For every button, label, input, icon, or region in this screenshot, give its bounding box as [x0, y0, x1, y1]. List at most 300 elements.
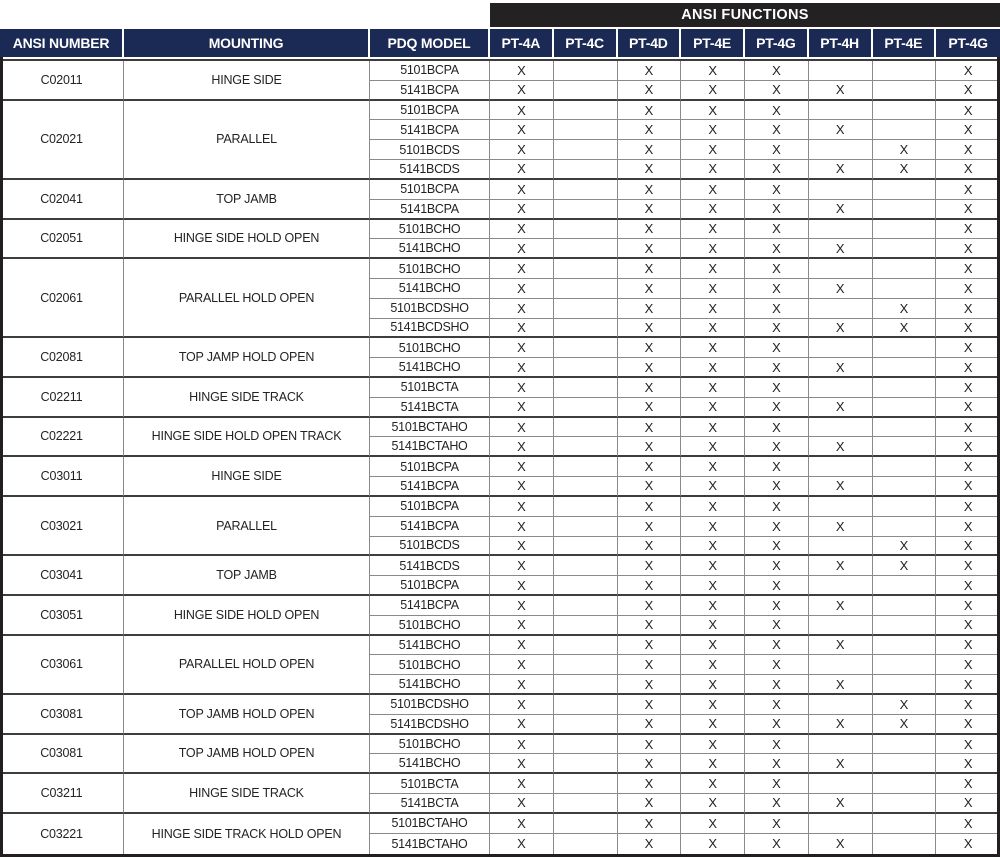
pdq-model-cell: 5141BCPA: [370, 596, 490, 616]
function-mark-cell: X: [936, 61, 1000, 81]
function-mark-cell: X: [936, 101, 1000, 121]
function-mark-cell: X: [681, 220, 745, 240]
function-mark-cell: X: [873, 160, 937, 180]
function-mark-cell: [873, 834, 937, 854]
function-mark-cell: X: [745, 517, 809, 537]
function-mark-cell: [873, 655, 937, 675]
column-header-function-6: PT-4E: [873, 29, 937, 57]
ansi-functions-banner: ANSI FUNCTIONS: [490, 3, 1000, 27]
function-mark-cell: X: [745, 754, 809, 774]
function-mark-cell: X: [745, 81, 809, 101]
ansi-number-cell: C02011: [0, 61, 124, 101]
function-mark-cell: X: [681, 358, 745, 378]
function-mark-cell: [554, 675, 618, 695]
mounting-cell: PARALLEL: [124, 497, 370, 556]
function-mark-cell: [554, 537, 618, 557]
function-mark-cell: X: [618, 834, 682, 854]
pdq-model-cell: 5141BCPA: [370, 200, 490, 220]
function-mark-cell: X: [745, 715, 809, 735]
function-mark-cell: X: [618, 140, 682, 160]
function-mark-cell: X: [490, 81, 554, 101]
function-mark-cell: X: [745, 537, 809, 557]
function-mark-cell: [554, 160, 618, 180]
pdq-model-cell: 5141BCHO: [370, 636, 490, 656]
pdq-model-cell: 5101BCDSHO: [370, 299, 490, 319]
function-mark-cell: [554, 279, 618, 299]
function-mark-cell: [873, 338, 937, 358]
function-mark-cell: X: [618, 735, 682, 755]
function-mark-cell: [809, 101, 873, 121]
function-mark-cell: X: [745, 239, 809, 259]
ansi-number-cell: C03041: [0, 556, 124, 596]
function-mark-cell: X: [618, 220, 682, 240]
function-mark-cell: X: [745, 794, 809, 814]
function-mark-cell: X: [936, 576, 1000, 596]
function-mark-cell: X: [745, 180, 809, 200]
function-mark-cell: X: [681, 537, 745, 557]
function-mark-cell: [873, 477, 937, 497]
function-mark-cell: X: [490, 299, 554, 319]
mounting-cell: TOP JAMB HOLD OPEN: [124, 735, 370, 775]
function-mark-cell: X: [681, 239, 745, 259]
function-mark-cell: X: [809, 556, 873, 576]
function-mark-cell: X: [745, 497, 809, 517]
mounting-cell: HINGE SIDE HOLD OPEN: [124, 220, 370, 260]
function-mark-cell: X: [745, 616, 809, 636]
function-mark-cell: [809, 259, 873, 279]
function-mark-cell: X: [681, 556, 745, 576]
function-mark-cell: X: [618, 338, 682, 358]
ansi-number-cell: C03061: [0, 636, 124, 695]
column-header-function-5: PT-4H: [809, 29, 873, 57]
function-mark-cell: X: [745, 338, 809, 358]
pdq-model-cell: 5101BCHO: [370, 735, 490, 755]
function-mark-cell: X: [936, 754, 1000, 774]
pdq-model-cell: 5141BCHO: [370, 239, 490, 259]
function-mark-cell: X: [618, 160, 682, 180]
function-mark-cell: X: [681, 735, 745, 755]
function-mark-cell: X: [618, 120, 682, 140]
function-mark-cell: [554, 437, 618, 457]
function-mark-cell: X: [745, 160, 809, 180]
function-mark-cell: X: [809, 279, 873, 299]
function-mark-cell: X: [681, 418, 745, 438]
function-mark-cell: X: [745, 279, 809, 299]
function-mark-cell: X: [745, 61, 809, 81]
function-mark-cell: X: [618, 378, 682, 398]
function-mark-cell: [554, 754, 618, 774]
function-mark-cell: X: [618, 794, 682, 814]
function-mark-cell: X: [618, 239, 682, 259]
function-mark-cell: X: [618, 299, 682, 319]
function-mark-cell: X: [745, 418, 809, 438]
function-mark-cell: X: [873, 319, 937, 339]
function-mark-cell: X: [618, 101, 682, 121]
function-mark-cell: [554, 477, 618, 497]
function-mark-cell: [809, 774, 873, 794]
function-mark-cell: X: [745, 200, 809, 220]
function-mark-cell: [554, 457, 618, 477]
function-mark-cell: X: [681, 774, 745, 794]
function-mark-cell: X: [681, 61, 745, 81]
function-mark-cell: [873, 358, 937, 378]
function-mark-cell: X: [681, 675, 745, 695]
function-mark-cell: [809, 695, 873, 715]
function-mark-cell: X: [490, 596, 554, 616]
function-mark-cell: X: [936, 418, 1000, 438]
pdq-model-cell: 5141BCHO: [370, 358, 490, 378]
function-mark-cell: X: [618, 418, 682, 438]
function-mark-cell: X: [936, 239, 1000, 259]
function-mark-cell: [873, 794, 937, 814]
function-mark-cell: X: [681, 81, 745, 101]
function-mark-cell: [873, 259, 937, 279]
ansi-number-cell: C02211: [0, 378, 124, 418]
mounting-cell: TOP JAMB: [124, 180, 370, 220]
function-mark-cell: X: [681, 140, 745, 160]
function-mark-cell: X: [745, 834, 809, 854]
mounting-cell: PARALLEL: [124, 101, 370, 180]
function-mark-cell: [554, 497, 618, 517]
function-mark-cell: X: [618, 358, 682, 378]
function-mark-cell: X: [936, 120, 1000, 140]
function-mark-cell: X: [745, 140, 809, 160]
pdq-model-cell: 5141BCDSHO: [370, 319, 490, 339]
function-mark-cell: X: [809, 120, 873, 140]
function-mark-cell: X: [745, 120, 809, 140]
function-mark-cell: X: [809, 319, 873, 339]
mounting-cell: PARALLEL HOLD OPEN: [124, 636, 370, 695]
function-mark-cell: [809, 537, 873, 557]
function-mark-cell: [554, 101, 618, 121]
function-mark-cell: [809, 497, 873, 517]
function-mark-cell: X: [490, 695, 554, 715]
ansi-number-cell: C03221: [0, 814, 124, 854]
function-mark-cell: X: [681, 437, 745, 457]
function-mark-cell: X: [809, 200, 873, 220]
function-mark-cell: X: [618, 279, 682, 299]
column-header-function-3: PT-4E: [681, 29, 745, 57]
function-mark-cell: [809, 418, 873, 438]
function-mark-cell: X: [681, 636, 745, 656]
column-header-function-0: PT-4A: [490, 29, 554, 57]
function-mark-cell: X: [490, 537, 554, 557]
function-mark-cell: X: [490, 556, 554, 576]
function-mark-cell: [873, 576, 937, 596]
function-mark-cell: [873, 180, 937, 200]
function-mark-cell: [873, 735, 937, 755]
function-mark-cell: [873, 457, 937, 477]
function-mark-cell: [554, 239, 618, 259]
column-header-function-7: PT-4G: [936, 29, 1000, 57]
ansi-number-cell: C02221: [0, 418, 124, 458]
function-mark-cell: X: [618, 814, 682, 834]
function-mark-cell: X: [490, 279, 554, 299]
function-mark-cell: X: [936, 834, 1000, 854]
function-mark-cell: X: [809, 517, 873, 537]
mounting-cell: HINGE SIDE: [124, 61, 370, 101]
function-mark-cell: [809, 338, 873, 358]
function-mark-cell: X: [490, 834, 554, 854]
ansi-number-cell: C03021: [0, 497, 124, 556]
function-mark-cell: [554, 140, 618, 160]
function-mark-cell: X: [936, 655, 1000, 675]
function-mark-cell: X: [809, 477, 873, 497]
function-mark-cell: X: [873, 140, 937, 160]
function-mark-cell: X: [681, 101, 745, 121]
pdq-model-cell: 5141BCPA: [370, 81, 490, 101]
pdq-model-cell: 5101BCHO: [370, 220, 490, 240]
function-mark-cell: [873, 101, 937, 121]
function-mark-cell: X: [681, 715, 745, 735]
function-mark-cell: X: [681, 319, 745, 339]
pdq-model-cell: 5141BCTAHO: [370, 834, 490, 854]
function-mark-cell: X: [936, 140, 1000, 160]
function-mark-cell: X: [490, 338, 554, 358]
function-mark-cell: [873, 220, 937, 240]
function-mark-cell: [873, 774, 937, 794]
function-mark-cell: X: [745, 774, 809, 794]
function-mark-cell: X: [873, 537, 937, 557]
function-mark-cell: X: [618, 636, 682, 656]
function-mark-cell: X: [745, 556, 809, 576]
function-mark-cell: X: [936, 299, 1000, 319]
mounting-cell: HINGE SIDE TRACK: [124, 774, 370, 814]
pdq-model-cell: 5101BCPA: [370, 180, 490, 200]
column-header-mounting: MOUNTING: [124, 29, 370, 57]
function-mark-cell: [554, 200, 618, 220]
function-mark-cell: [809, 655, 873, 675]
function-mark-cell: X: [745, 655, 809, 675]
ansi-number-cell: C03211: [0, 774, 124, 814]
function-mark-cell: X: [681, 200, 745, 220]
function-mark-cell: X: [490, 378, 554, 398]
pdq-model-cell: 5141BCTA: [370, 398, 490, 418]
function-mark-cell: X: [618, 259, 682, 279]
pdq-model-cell: 5141BCPA: [370, 517, 490, 537]
function-mark-cell: [809, 616, 873, 636]
function-mark-cell: [873, 120, 937, 140]
function-mark-cell: X: [618, 715, 682, 735]
function-mark-cell: [554, 120, 618, 140]
function-mark-cell: [554, 715, 618, 735]
function-mark-cell: X: [490, 457, 554, 477]
column-header-row: [0, 29, 1000, 57]
function-mark-cell: [554, 180, 618, 200]
pdq-model-cell: 5101BCPA: [370, 497, 490, 517]
function-mark-cell: X: [490, 794, 554, 814]
function-mark-cell: [873, 596, 937, 616]
function-mark-cell: X: [681, 834, 745, 854]
function-mark-cell: X: [618, 537, 682, 557]
function-mark-cell: X: [681, 497, 745, 517]
function-mark-cell: [554, 814, 618, 834]
mounting-cell: HINGE SIDE HOLD OPEN TRACK: [124, 418, 370, 458]
function-mark-cell: X: [490, 655, 554, 675]
function-mark-cell: [873, 497, 937, 517]
function-mark-cell: X: [936, 636, 1000, 656]
column-header-function-2: PT-4D: [618, 29, 682, 57]
function-mark-cell: X: [490, 319, 554, 339]
function-mark-cell: X: [809, 596, 873, 616]
function-mark-cell: X: [873, 556, 937, 576]
function-mark-cell: X: [490, 735, 554, 755]
function-mark-cell: X: [681, 754, 745, 774]
function-mark-cell: [554, 517, 618, 537]
function-mark-cell: X: [873, 695, 937, 715]
pdq-model-cell: 5141BCHO: [370, 675, 490, 695]
function-mark-cell: [873, 517, 937, 537]
function-mark-cell: X: [936, 735, 1000, 755]
function-mark-cell: X: [745, 358, 809, 378]
function-mark-cell: X: [618, 675, 682, 695]
function-mark-cell: X: [936, 259, 1000, 279]
ansi-number-cell: C02021: [0, 101, 124, 180]
function-mark-cell: X: [618, 517, 682, 537]
ansi-number-cell: C02051: [0, 220, 124, 260]
function-mark-cell: X: [618, 596, 682, 616]
function-mark-cell: X: [745, 319, 809, 339]
function-mark-cell: X: [745, 101, 809, 121]
function-mark-cell: X: [618, 576, 682, 596]
function-mark-cell: X: [936, 160, 1000, 180]
function-mark-cell: X: [745, 675, 809, 695]
function-mark-cell: [873, 398, 937, 418]
ansi-number-cell: C03081: [0, 735, 124, 775]
column-header-function-1: PT-4C: [554, 29, 618, 57]
function-mark-cell: X: [490, 715, 554, 735]
function-mark-cell: X: [809, 794, 873, 814]
function-mark-cell: X: [490, 616, 554, 636]
function-mark-cell: X: [936, 556, 1000, 576]
function-mark-cell: [873, 239, 937, 259]
function-mark-cell: X: [809, 160, 873, 180]
function-mark-cell: X: [681, 338, 745, 358]
function-mark-cell: [554, 655, 618, 675]
function-mark-cell: X: [681, 180, 745, 200]
pdq-model-cell: 5101BCTA: [370, 378, 490, 398]
function-mark-cell: [554, 834, 618, 854]
pdq-model-cell: 5101BCTAHO: [370, 418, 490, 438]
function-mark-cell: X: [490, 180, 554, 200]
function-mark-cell: [554, 636, 618, 656]
function-mark-cell: X: [490, 636, 554, 656]
function-mark-cell: X: [936, 774, 1000, 794]
function-mark-cell: X: [936, 457, 1000, 477]
function-mark-cell: X: [745, 299, 809, 319]
function-mark-cell: [809, 814, 873, 834]
function-mark-cell: [873, 754, 937, 774]
function-mark-cell: [554, 319, 618, 339]
pdq-model-cell: 5141BCHO: [370, 279, 490, 299]
function-mark-cell: [873, 437, 937, 457]
function-mark-cell: X: [936, 319, 1000, 339]
ansi-number-cell: C02081: [0, 338, 124, 378]
function-mark-cell: X: [936, 695, 1000, 715]
table-body: [0, 59, 1000, 854]
function-mark-cell: X: [873, 299, 937, 319]
function-mark-cell: X: [681, 398, 745, 418]
pdq-model-cell: 5101BCHO: [370, 616, 490, 636]
function-mark-cell: [554, 576, 618, 596]
function-mark-cell: [809, 378, 873, 398]
function-mark-cell: X: [681, 695, 745, 715]
function-mark-cell: X: [490, 437, 554, 457]
function-mark-cell: [809, 735, 873, 755]
mounting-cell: HINGE SIDE: [124, 457, 370, 497]
function-mark-cell: X: [936, 537, 1000, 557]
function-mark-cell: X: [745, 220, 809, 240]
function-mark-cell: X: [745, 596, 809, 616]
pdq-model-cell: 5141BCDSHO: [370, 715, 490, 735]
mounting-cell: HINGE SIDE TRACK: [124, 378, 370, 418]
pdq-model-cell: 5101BCHO: [370, 338, 490, 358]
function-mark-cell: [809, 61, 873, 81]
function-mark-cell: X: [936, 180, 1000, 200]
function-mark-cell: X: [936, 814, 1000, 834]
function-mark-cell: [873, 378, 937, 398]
function-mark-cell: [873, 675, 937, 695]
function-mark-cell: X: [809, 398, 873, 418]
function-mark-cell: X: [681, 279, 745, 299]
function-mark-cell: X: [873, 715, 937, 735]
function-mark-cell: X: [681, 120, 745, 140]
function-mark-cell: X: [618, 180, 682, 200]
function-mark-cell: X: [681, 477, 745, 497]
function-mark-cell: X: [618, 61, 682, 81]
function-mark-cell: X: [936, 794, 1000, 814]
function-mark-cell: X: [490, 398, 554, 418]
function-mark-cell: X: [936, 378, 1000, 398]
function-mark-cell: X: [809, 675, 873, 695]
function-mark-cell: X: [681, 655, 745, 675]
function-mark-cell: X: [490, 200, 554, 220]
function-mark-cell: [554, 695, 618, 715]
function-mark-cell: X: [490, 576, 554, 596]
function-mark-cell: X: [745, 457, 809, 477]
function-mark-cell: X: [745, 695, 809, 715]
pdq-model-cell: 5141BCTAHO: [370, 437, 490, 457]
pdq-model-cell: 5141BCDS: [370, 160, 490, 180]
function-mark-cell: [809, 299, 873, 319]
function-mark-cell: X: [745, 477, 809, 497]
function-mark-cell: X: [490, 517, 554, 537]
function-mark-cell: X: [745, 259, 809, 279]
pdq-model-cell: 5101BCPA: [370, 101, 490, 121]
function-mark-cell: [554, 338, 618, 358]
function-mark-cell: [554, 299, 618, 319]
mounting-cell: TOP JAMP HOLD OPEN: [124, 338, 370, 378]
pdq-model-cell: 5101BCDS: [370, 537, 490, 557]
function-mark-cell: [554, 794, 618, 814]
ansi-number-cell: C03081: [0, 695, 124, 735]
column-header-function-4: PT-4G: [745, 29, 809, 57]
function-mark-cell: X: [936, 358, 1000, 378]
pdq-model-cell: 5141BCHO: [370, 754, 490, 774]
function-mark-cell: X: [681, 616, 745, 636]
function-mark-cell: [554, 398, 618, 418]
function-mark-cell: X: [490, 477, 554, 497]
function-mark-cell: X: [681, 517, 745, 537]
function-mark-cell: [873, 616, 937, 636]
function-mark-cell: X: [809, 239, 873, 259]
function-mark-cell: X: [618, 754, 682, 774]
function-mark-cell: X: [490, 239, 554, 259]
function-mark-cell: [554, 220, 618, 240]
function-mark-cell: X: [936, 220, 1000, 240]
function-mark-cell: X: [936, 497, 1000, 517]
function-mark-cell: X: [681, 378, 745, 398]
